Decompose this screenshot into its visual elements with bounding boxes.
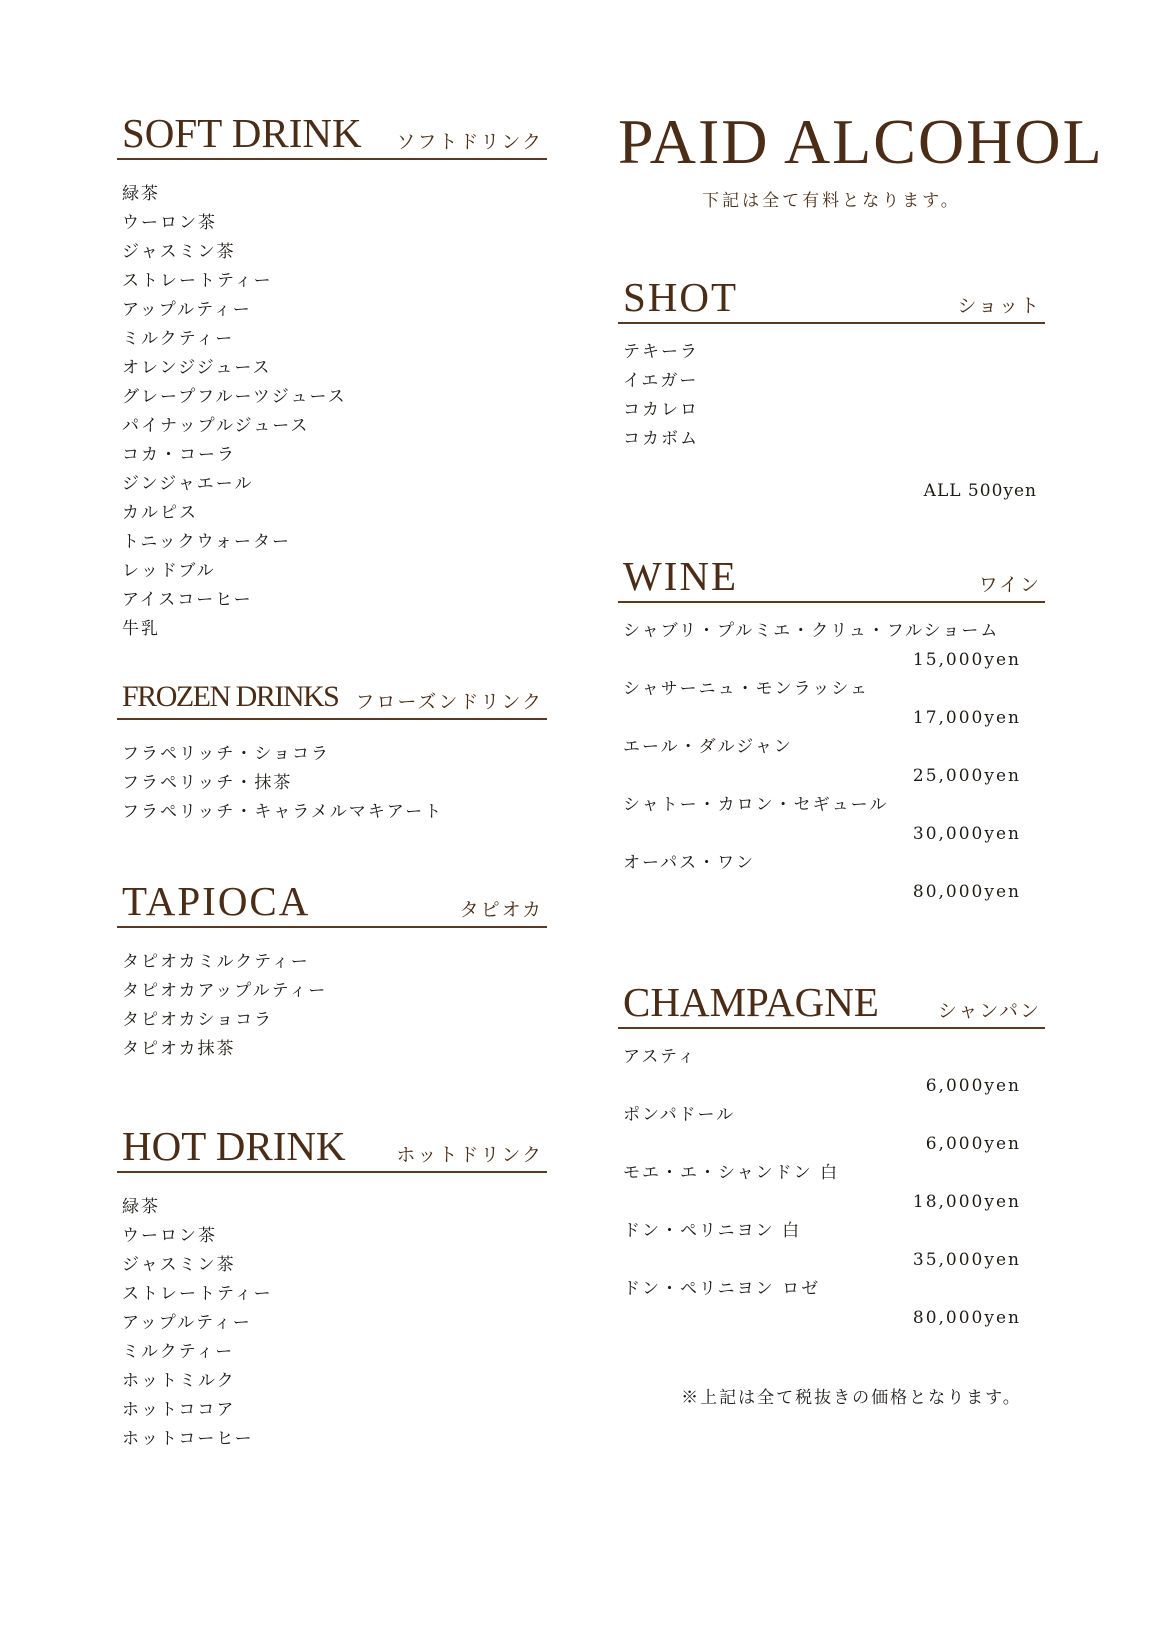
- menu-item: パイナップルジュース: [122, 416, 310, 436]
- frozen-list: [122, 740, 443, 827]
- menu-item: タピオカショコラ: [122, 1010, 274, 1030]
- shot-header: [618, 276, 1045, 324]
- soft-drink-list: [122, 180, 347, 644]
- menu-item-price: 17,000yen: [912, 708, 1021, 728]
- soft-drink-header: [117, 112, 547, 160]
- menu-item: ホットコーヒー: [122, 1429, 254, 1449]
- menu-item: ジンジャエール: [122, 474, 254, 494]
- menu-item: イエガー: [623, 371, 699, 391]
- menu-item: ミルクティー: [122, 1342, 235, 1362]
- wine-section: [618, 553, 1045, 902]
- frozen-section: [117, 672, 547, 822]
- menu-item-name: ドン・ペリニヨン ロゼ: [623, 1279, 821, 1299]
- soft-drink-title: SOFT DRINK: [122, 110, 362, 156]
- menu-item: 緑茶: [122, 1197, 160, 1217]
- menu-item: ミルクティー: [122, 329, 235, 349]
- menu-item-price: 30,000yen: [912, 824, 1021, 844]
- paid-alcohol-title: PAID ALCOHOL: [618, 106, 1104, 177]
- menu-item-price: 15,000yen: [912, 650, 1021, 670]
- menu-item: [623, 733, 1021, 791]
- menu-item: トニックウォーター: [122, 532, 291, 552]
- frozen-kana: フローズンドリンク: [355, 691, 543, 713]
- champagne-list: [623, 1043, 1021, 1333]
- menu-item: アップルティー: [122, 300, 252, 320]
- hot-drink-section: [117, 1123, 547, 1449]
- champagne-title: CHAMPAGNE: [623, 979, 879, 1025]
- hot-drink-header: [117, 1125, 547, 1173]
- menu-item: ウーロン茶: [122, 213, 217, 233]
- menu-item: タピオカアップルティー: [122, 981, 328, 1001]
- champagne-kana: シャンパン: [937, 1000, 1041, 1022]
- wine-title: WINE: [623, 553, 739, 599]
- menu-item: オレンジジュース: [122, 358, 272, 378]
- menu-item-name: モエ・エ・シャンドン 白: [623, 1163, 840, 1183]
- menu-item-name: シャトー・カロン・セギュール: [623, 795, 889, 815]
- menu-item: ホットココア: [122, 1400, 236, 1420]
- menu-item: [623, 675, 1021, 733]
- menu-item-price: 18,000yen: [912, 1192, 1021, 1212]
- menu-item-name: エール・ダルジャン: [623, 737, 793, 757]
- menu-item: コカボム: [623, 429, 699, 449]
- menu-item: アップルティー: [122, 1313, 252, 1333]
- menu-item: ストレートティー: [122, 1284, 273, 1304]
- menu-item: [623, 1217, 1021, 1275]
- menu-item: [623, 1101, 1021, 1159]
- menu-item: [623, 617, 1021, 675]
- menu-item-price: 35,000yen: [912, 1250, 1021, 1270]
- menu-item: 緑茶: [122, 184, 160, 204]
- champagne-section: [618, 979, 1045, 1328]
- menu-item-name: アスティ: [623, 1047, 697, 1067]
- right-column: [618, 0, 1104, 1626]
- menu-item: [623, 1275, 1021, 1333]
- menu-item: [623, 849, 1021, 907]
- shot-title: SHOT: [623, 274, 739, 320]
- tapioca-title: TAPIOCA: [122, 878, 311, 924]
- menu-item: ジャスミン茶: [122, 1255, 236, 1275]
- menu-item: フラペリッチ・キャラメルマキアート: [122, 802, 444, 822]
- hot-drink-kana: ホットドリンク: [396, 1144, 543, 1166]
- tapioca-section: [117, 878, 547, 1059]
- menu-item: ウーロン茶: [122, 1226, 217, 1246]
- menu-item: グレープフルーツジュース: [122, 387, 347, 407]
- champagne-header: [618, 981, 1045, 1029]
- hot-drink-list: [122, 1193, 273, 1454]
- tapioca-kana: タピオカ: [459, 899, 543, 921]
- menu-item: [623, 791, 1021, 849]
- menu-item-price: 6,000yen: [925, 1134, 1021, 1154]
- shot-price: ALL 500yen: [923, 481, 1037, 501]
- menu-item-price: 80,000yen: [912, 882, 1021, 902]
- menu-item: アイスコーヒー: [122, 590, 253, 610]
- tapioca-header: [117, 880, 547, 928]
- frozen-title: FROZEN DRINKS: [122, 680, 339, 713]
- menu-item: コカレロ: [623, 400, 699, 420]
- tapioca-list: [122, 948, 327, 1064]
- wine-list: [623, 617, 1021, 907]
- menu-item: カルピス: [122, 503, 198, 523]
- menu-item: ジャスミン茶: [122, 242, 236, 262]
- menu-item: フラペリッチ・抹茶: [122, 773, 293, 793]
- menu-item: 牛乳: [122, 619, 160, 639]
- menu-item-name: シャサーニュ・モンラッシェ: [623, 679, 869, 699]
- menu-item: コカ・コーラ: [122, 445, 236, 465]
- menu-item-name: ドン・ペリニヨン 白: [623, 1221, 802, 1241]
- menu-item-price: 25,000yen: [912, 766, 1021, 786]
- shot-list: [623, 338, 699, 454]
- menu-item: ホットミルク: [122, 1371, 236, 1391]
- shot-section: [618, 274, 1045, 501]
- frozen-header: [117, 672, 547, 720]
- menu-item: フラペリッチ・ショコラ: [122, 744, 330, 764]
- menu-item: タピオカミルクティー: [122, 952, 310, 972]
- shot-kana: ショット: [957, 295, 1041, 317]
- menu-item-price: 80,000yen: [912, 1308, 1021, 1328]
- hot-drink-title: HOT DRINK: [122, 1123, 346, 1169]
- menu-item-name: ポンパドール: [623, 1105, 736, 1125]
- soft-drink-kana: ソフトドリンク: [396, 131, 543, 153]
- menu-item-name: オーパス・ワン: [623, 853, 756, 873]
- menu-item: テキーラ: [623, 342, 699, 362]
- tax-note: ※上記は全て税抜きの価格となります。: [681, 1388, 1022, 1408]
- wine-kana: ワイン: [978, 574, 1041, 596]
- menu-item: ストレートティー: [122, 271, 273, 291]
- menu-item: タピオカ抹茶: [122, 1039, 236, 1059]
- menu-item-name: シャブリ・プルミエ・クリュ・フルショーム: [623, 621, 1000, 641]
- paid-alcohol-subtitle: 下記は全て有料となります。: [702, 191, 961, 211]
- menu-item: [623, 1159, 1021, 1217]
- wine-header: [618, 555, 1045, 603]
- menu-item-price: 6,000yen: [925, 1076, 1021, 1096]
- menu-item: レッドブル: [122, 561, 216, 581]
- soft-drink-section: [117, 110, 547, 639]
- menu-item: [623, 1043, 1021, 1101]
